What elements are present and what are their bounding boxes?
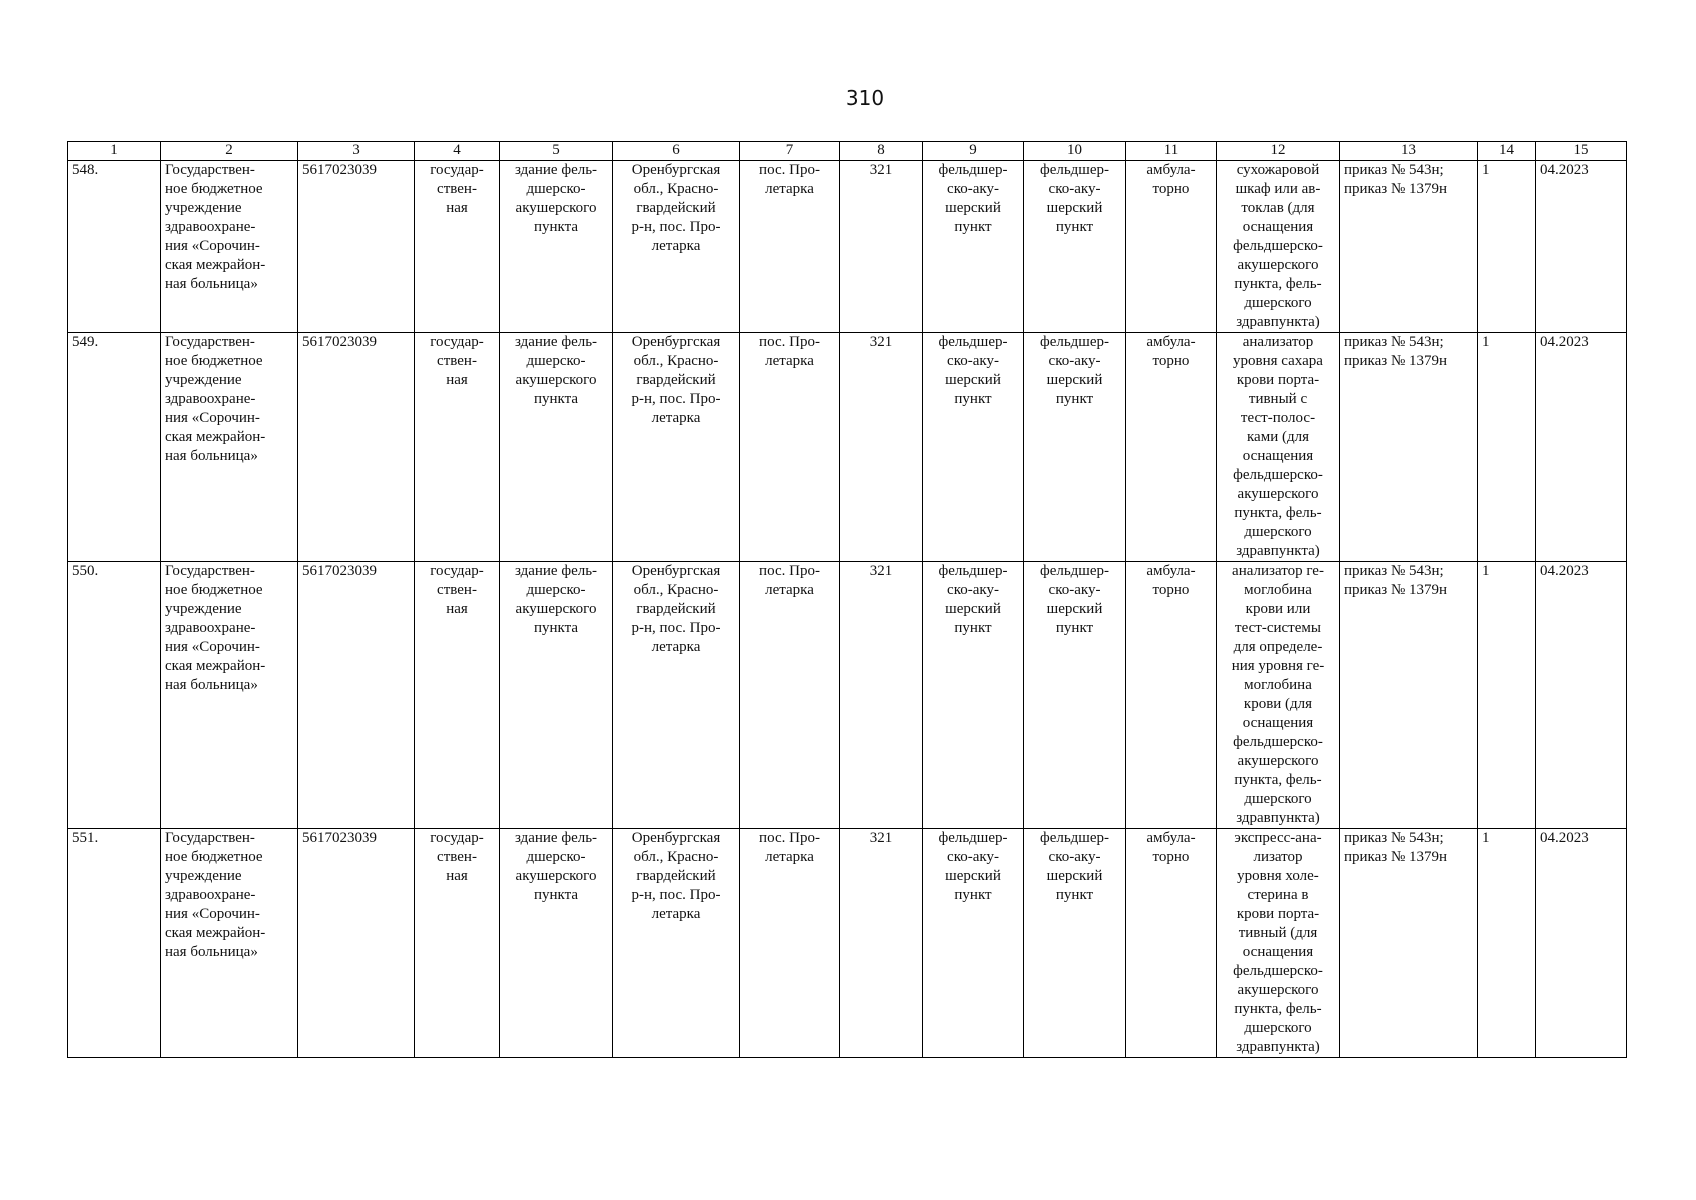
row-number-cell: 549. [68, 333, 161, 562]
equipment-name-line: здравпункта) [1236, 810, 1320, 826]
column-number-row [68, 142, 1627, 161]
medical-unit-type-line: шерский [1046, 868, 1103, 884]
medical-unit-type-line: пункт [1055, 620, 1094, 636]
address-line: летарка [651, 639, 701, 655]
medical-unit-cell [923, 829, 1024, 1058]
address-line: обл., Красно- [633, 849, 719, 865]
column-number: 3 [298, 142, 415, 161]
table-row [68, 829, 1627, 1058]
building-type-cell [500, 333, 613, 562]
equipment-name-cell [1217, 333, 1340, 562]
address-line: обл., Красно- [633, 582, 719, 598]
settlement-line: летарка [765, 582, 814, 598]
address-line: Оренбургская [631, 334, 721, 350]
address-line: р-н, пос. Про- [631, 620, 721, 636]
equipment-name-line: дшерского [1244, 791, 1312, 807]
care-form-line: амбула- [1146, 830, 1196, 846]
inn-code-cell: 5617023039 [298, 562, 415, 829]
regulatory-order-line: приказ № 543н; [1344, 162, 1444, 178]
ownership-form-line: государ- [430, 334, 484, 350]
quantity-cell: 1 [1478, 829, 1536, 1058]
equipment-name-cell [1217, 161, 1340, 333]
column-number: 12 [1217, 142, 1340, 161]
institution-name-line: ния «Сорочин- [165, 906, 260, 922]
medical-unit-line: ско-аку- [947, 582, 999, 598]
address-cell [613, 562, 740, 829]
equipment-name-line: моглобина [1244, 677, 1312, 693]
medical-unit-line: пункт [954, 219, 992, 235]
ownership-form-line: ствен- [437, 582, 477, 598]
regulatory-order-line: приказ № 1379н [1344, 353, 1448, 369]
institution-name-cell [161, 562, 298, 829]
care-form-line: амбула- [1146, 334, 1196, 350]
column-number: 1 [68, 142, 161, 161]
equipment-name-line: сухожаровой [1236, 162, 1320, 178]
equipment-name-line: здравпункта) [1236, 314, 1320, 330]
ownership-form-cell [415, 562, 500, 829]
settlement-line: летарка [765, 849, 814, 865]
ownership-form-line: ствен- [437, 353, 477, 369]
settlement-line: летарка [765, 353, 814, 369]
ownership-form-line: ная [446, 868, 468, 884]
address-line: р-н, пос. Про- [631, 391, 721, 407]
table-row [68, 333, 1627, 562]
ownership-form-line: ная [446, 601, 468, 617]
institution-name-line: ния «Сорочин- [165, 410, 260, 426]
medical-unit-line: пункт [954, 620, 992, 636]
address-cell [613, 161, 740, 333]
medical-unit-type-line: фельдшер- [1039, 830, 1110, 846]
building-type-line: акушерского [515, 868, 597, 884]
institution-name-line: ное бюджетное [165, 181, 263, 197]
building-type-line: акушерского [515, 601, 597, 617]
building-type-line: акушерского [515, 200, 597, 216]
column-number: 13 [1340, 142, 1478, 161]
settlement-cell [740, 161, 840, 333]
equipment-name-line: анализатор ге- [1232, 563, 1324, 579]
institution-name-cell [161, 829, 298, 1058]
address-line: р-н, пос. Про- [631, 887, 721, 903]
row-number-cell: 551. [68, 829, 161, 1058]
medical-unit-line: фельдшер- [938, 830, 1008, 846]
care-form-cell [1126, 333, 1217, 562]
equipment-name-line: оснащения [1242, 448, 1314, 464]
equipment-name-line: крови (для [1243, 696, 1313, 712]
row-number-cell: 550. [68, 562, 161, 829]
medical-unit-cell [923, 161, 1024, 333]
medical-unit-type-cell [1024, 562, 1126, 829]
institution-name-line: здравоохране- [165, 887, 256, 903]
building-type-line: дшерско- [526, 849, 586, 865]
care-form-line: торно [1152, 582, 1190, 598]
institution-name-line: ное бюджетное [165, 353, 263, 369]
care-form-line: торно [1152, 181, 1190, 197]
equipment-name-line: токлав (для [1241, 200, 1315, 216]
column-number: 5 [500, 142, 613, 161]
address-cell [613, 829, 740, 1058]
supply-date-cell: 04.2023 [1536, 562, 1627, 829]
institution-name-line: здравоохране- [165, 219, 256, 235]
regulatory-order-cell [1340, 829, 1478, 1058]
medical-unit-line: пункт [954, 391, 992, 407]
equipment-name-line: акушерского [1237, 486, 1319, 502]
institution-name-line: ная больница» [165, 677, 258, 693]
settlement-cell [740, 562, 840, 829]
institution-name-line: ная больница» [165, 276, 258, 292]
institution-name-line: здравоохране- [165, 391, 256, 407]
inn-code-cell: 5617023039 [298, 829, 415, 1058]
address-line: гвардейский [636, 200, 716, 216]
medical-unit-type-line: пункт [1055, 219, 1094, 235]
equipment-name-line: тест-полос- [1240, 410, 1316, 426]
quantity-cell: 1 [1478, 333, 1536, 562]
institution-name-line: Государствен- [165, 830, 255, 846]
ownership-form-line: ствен- [437, 849, 477, 865]
equipment-name-line: стерина в [1247, 887, 1309, 903]
care-form-cell [1126, 161, 1217, 333]
equipment-name-line: акушерского [1237, 257, 1319, 273]
medical-unit-type-line: ско-аку- [1048, 849, 1101, 865]
medical-unit-type-line: ско-аку- [1048, 582, 1101, 598]
medical-unit-type-line: ско-аку- [1048, 181, 1101, 197]
care-form-line: амбула- [1146, 563, 1196, 579]
institution-name-line: учреждение [165, 200, 242, 216]
medical-unit-line: фельдшер- [938, 334, 1008, 350]
equipment-name-line: оснащения [1242, 715, 1314, 731]
equipment-name-line: тивный (для [1238, 925, 1318, 941]
address-line: гвардейский [636, 601, 716, 617]
settlement-line: пос. Про- [759, 162, 820, 178]
regulatory-order-line: приказ № 543н; [1344, 334, 1444, 350]
medical-unit-line: шерский [945, 372, 1001, 388]
ownership-form-line: государ- [430, 563, 484, 579]
page-number: 310 [845, 86, 885, 110]
equipment-name-line: здравпункта) [1236, 543, 1320, 559]
equipment-name-line: ния уровня ге- [1231, 658, 1325, 674]
medical-unit-type-line: пункт [1055, 887, 1094, 903]
care-form-line: амбула- [1146, 162, 1196, 178]
ownership-form-line: ствен- [437, 181, 477, 197]
medical-unit-line: ско-аку- [947, 849, 999, 865]
column-number: 8 [840, 142, 923, 161]
institution-name-line: ное бюджетное [165, 582, 263, 598]
equipment-name-line: крови порта- [1236, 906, 1320, 922]
institution-name-line: учреждение [165, 868, 242, 884]
equipment-name-line: оснащения [1242, 219, 1314, 235]
equipment-name-line: здравпункта) [1236, 1039, 1320, 1055]
address-line: р-н, пос. Про- [631, 219, 721, 235]
supply-date-cell: 04.2023 [1536, 829, 1627, 1058]
building-type-line: здание фель- [514, 334, 598, 350]
settlement-line: пос. Про- [759, 830, 820, 846]
institution-name-line: Государствен- [165, 334, 255, 350]
settlement-cell [740, 333, 840, 562]
equipment-name-line: для определе- [1233, 639, 1323, 655]
building-type-cell [500, 161, 613, 333]
address-cell [613, 333, 740, 562]
ownership-form-line: ная [446, 372, 468, 388]
equipment-registry-table [67, 141, 1627, 1058]
column-number: 2 [161, 142, 298, 161]
column-number: 15 [1536, 142, 1627, 161]
medical-unit-type-line: фельдшер- [1039, 334, 1110, 350]
address-line: гвардейский [636, 868, 716, 884]
address-line: летарка [651, 906, 701, 922]
care-form-line: торно [1152, 849, 1190, 865]
regulatory-order-line: приказ № 1379н [1344, 849, 1448, 865]
ownership-form-line: государ- [430, 162, 484, 178]
medical-unit-type-cell [1024, 333, 1126, 562]
equipment-name-line: уровня сахара [1233, 353, 1323, 369]
supply-date-cell: 04.2023 [1536, 333, 1627, 562]
column-number: 11 [1126, 142, 1217, 161]
row-number-cell: 548. [68, 161, 161, 333]
inn-code-cell: 5617023039 [298, 161, 415, 333]
regulatory-order-line: приказ № 1379н [1344, 582, 1448, 598]
population-cell: 321 [840, 562, 923, 829]
equipment-name-line: дшерского [1244, 295, 1312, 311]
building-type-cell [500, 562, 613, 829]
equipment-name-line: фельдшерско- [1233, 734, 1323, 750]
building-type-line: пункта [533, 219, 579, 235]
equipment-name-line: оснащения [1242, 944, 1314, 960]
address-line: летарка [651, 410, 701, 426]
population-cell: 321 [840, 161, 923, 333]
equipment-name-line: пункта, фель- [1234, 505, 1322, 521]
settlement-line: пос. Про- [759, 563, 820, 579]
institution-name-line: учреждение [165, 372, 242, 388]
quantity-cell: 1 [1478, 562, 1536, 829]
ownership-form-cell [415, 161, 500, 333]
medical-unit-type-line: ско-аку- [1048, 353, 1101, 369]
medical-unit-line: пункт [954, 887, 992, 903]
ownership-form-cell [415, 333, 500, 562]
equipment-name-line: фельдшерско- [1233, 963, 1323, 979]
institution-name-line: ная больница» [165, 944, 258, 960]
quantity-cell: 1 [1478, 161, 1536, 333]
equipment-name-line: акушерского [1237, 753, 1319, 769]
medical-unit-cell [923, 562, 1024, 829]
column-number: 7 [740, 142, 840, 161]
column-number: 14 [1478, 142, 1536, 161]
equipment-name-line: моглобина [1244, 582, 1312, 598]
institution-name-line: ния «Сорочин- [165, 639, 260, 655]
medical-unit-line: ско-аку- [947, 181, 999, 197]
column-number: 6 [613, 142, 740, 161]
institution-name-line: учреждение [165, 601, 242, 617]
ownership-form-line: ная [446, 200, 468, 216]
settlement-cell [740, 829, 840, 1058]
settlement-line: пос. Про- [759, 334, 820, 350]
medical-unit-type-cell [1024, 829, 1126, 1058]
equipment-name-cell [1217, 829, 1340, 1058]
building-type-line: здание фель- [514, 563, 598, 579]
institution-name-line: ное бюджетное [165, 849, 263, 865]
regulatory-order-line: приказ № 1379н [1344, 181, 1448, 197]
regulatory-order-cell [1340, 333, 1478, 562]
building-type-line: пункта [533, 391, 579, 407]
institution-name-line: ская межрайон- [165, 658, 266, 674]
medical-unit-type-line: пункт [1055, 391, 1094, 407]
institution-name-line: ская межрайон- [165, 257, 266, 273]
address-line: обл., Красно- [633, 181, 719, 197]
table-row [68, 562, 1627, 829]
column-number: 9 [923, 142, 1024, 161]
institution-name-line: ная больница» [165, 448, 258, 464]
table-row [68, 161, 1627, 333]
regulatory-order-line: приказ № 543н; [1344, 830, 1444, 846]
care-form-cell [1126, 829, 1217, 1058]
medical-unit-line: шерский [945, 601, 1001, 617]
medical-unit-line: фельдшер- [938, 563, 1008, 579]
institution-name-cell [161, 161, 298, 333]
medical-unit-line: шерский [945, 200, 1001, 216]
equipment-name-line: пункта, фель- [1234, 1001, 1322, 1017]
equipment-name-line: лизатор [1253, 849, 1303, 865]
care-form-cell [1126, 562, 1217, 829]
medical-unit-type-line: шерский [1046, 372, 1103, 388]
building-type-line: дшерско- [526, 582, 586, 598]
settlement-line: летарка [765, 181, 814, 197]
building-type-line: пункта [533, 887, 579, 903]
equipment-name-line: тест-системы [1235, 620, 1321, 636]
equipment-name-line: крови или [1245, 601, 1311, 617]
regulatory-order-cell [1340, 562, 1478, 829]
column-number: 10 [1024, 142, 1126, 161]
inn-code-cell: 5617023039 [298, 333, 415, 562]
equipment-name-line: фельдшерско- [1233, 238, 1323, 254]
regulatory-order-line: приказ № 543н; [1344, 563, 1444, 579]
equipment-name-line: фельдшерско- [1233, 467, 1323, 483]
address-line: Оренбургская [631, 830, 721, 846]
equipment-name-line: крови порта- [1236, 372, 1320, 388]
medical-unit-line: ско-аку- [947, 353, 999, 369]
address-line: Оренбургская [631, 563, 721, 579]
ownership-form-cell [415, 829, 500, 1058]
address-line: гвардейский [636, 372, 716, 388]
medical-unit-line: шерский [945, 868, 1001, 884]
address-line: летарка [651, 238, 701, 254]
building-type-cell [500, 829, 613, 1058]
institution-name-line: ская межрайон- [165, 925, 266, 941]
equipment-name-line: пункта, фель- [1234, 772, 1322, 788]
population-cell: 321 [840, 829, 923, 1058]
medical-unit-type-cell [1024, 161, 1126, 333]
equipment-name-line: акушерского [1237, 982, 1319, 998]
building-type-line: здание фель- [514, 162, 598, 178]
building-type-line: акушерского [515, 372, 597, 388]
address-line: обл., Красно- [633, 353, 719, 369]
building-type-line: дшерско- [526, 181, 586, 197]
medical-unit-type-line: фельдшер- [1039, 563, 1110, 579]
column-number: 4 [415, 142, 500, 161]
institution-name-line: здравоохране- [165, 620, 256, 636]
institution-name-line: ния «Сорочин- [165, 238, 260, 254]
equipment-name-line: пункта, фель- [1234, 276, 1322, 292]
institution-name-cell [161, 333, 298, 562]
equipment-name-line: анализатор [1242, 334, 1314, 350]
medical-unit-type-line: шерский [1046, 200, 1103, 216]
equipment-name-line: экспресс-ана- [1234, 830, 1322, 846]
equipment-name-line: тивный с [1248, 391, 1308, 407]
medical-unit-type-line: фельдшер- [1039, 162, 1110, 178]
population-cell: 321 [840, 333, 923, 562]
building-type-line: здание фель- [514, 830, 598, 846]
equipment-name-cell [1217, 562, 1340, 829]
medical-unit-cell [923, 333, 1024, 562]
institution-name-line: Государствен- [165, 563, 255, 579]
institution-name-line: Государствен- [165, 162, 255, 178]
equipment-name-line: шкаф или ав- [1235, 181, 1321, 197]
ownership-form-line: государ- [430, 830, 484, 846]
equipment-name-line: уровня холе- [1237, 868, 1319, 884]
equipment-name-line: ками (для [1247, 429, 1309, 445]
building-type-line: пункта [533, 620, 579, 636]
address-line: Оренбургская [631, 162, 721, 178]
medical-unit-type-line: шерский [1046, 601, 1103, 617]
supply-date-cell: 04.2023 [1536, 161, 1627, 333]
equipment-name-line: дшерского [1244, 1020, 1312, 1036]
institution-name-line: ская межрайон- [165, 429, 266, 445]
building-type-line: дшерско- [526, 353, 586, 369]
care-form-line: торно [1152, 353, 1190, 369]
medical-unit-line: фельдшер- [938, 162, 1008, 178]
regulatory-order-cell [1340, 161, 1478, 333]
equipment-name-line: дшерского [1244, 524, 1312, 540]
